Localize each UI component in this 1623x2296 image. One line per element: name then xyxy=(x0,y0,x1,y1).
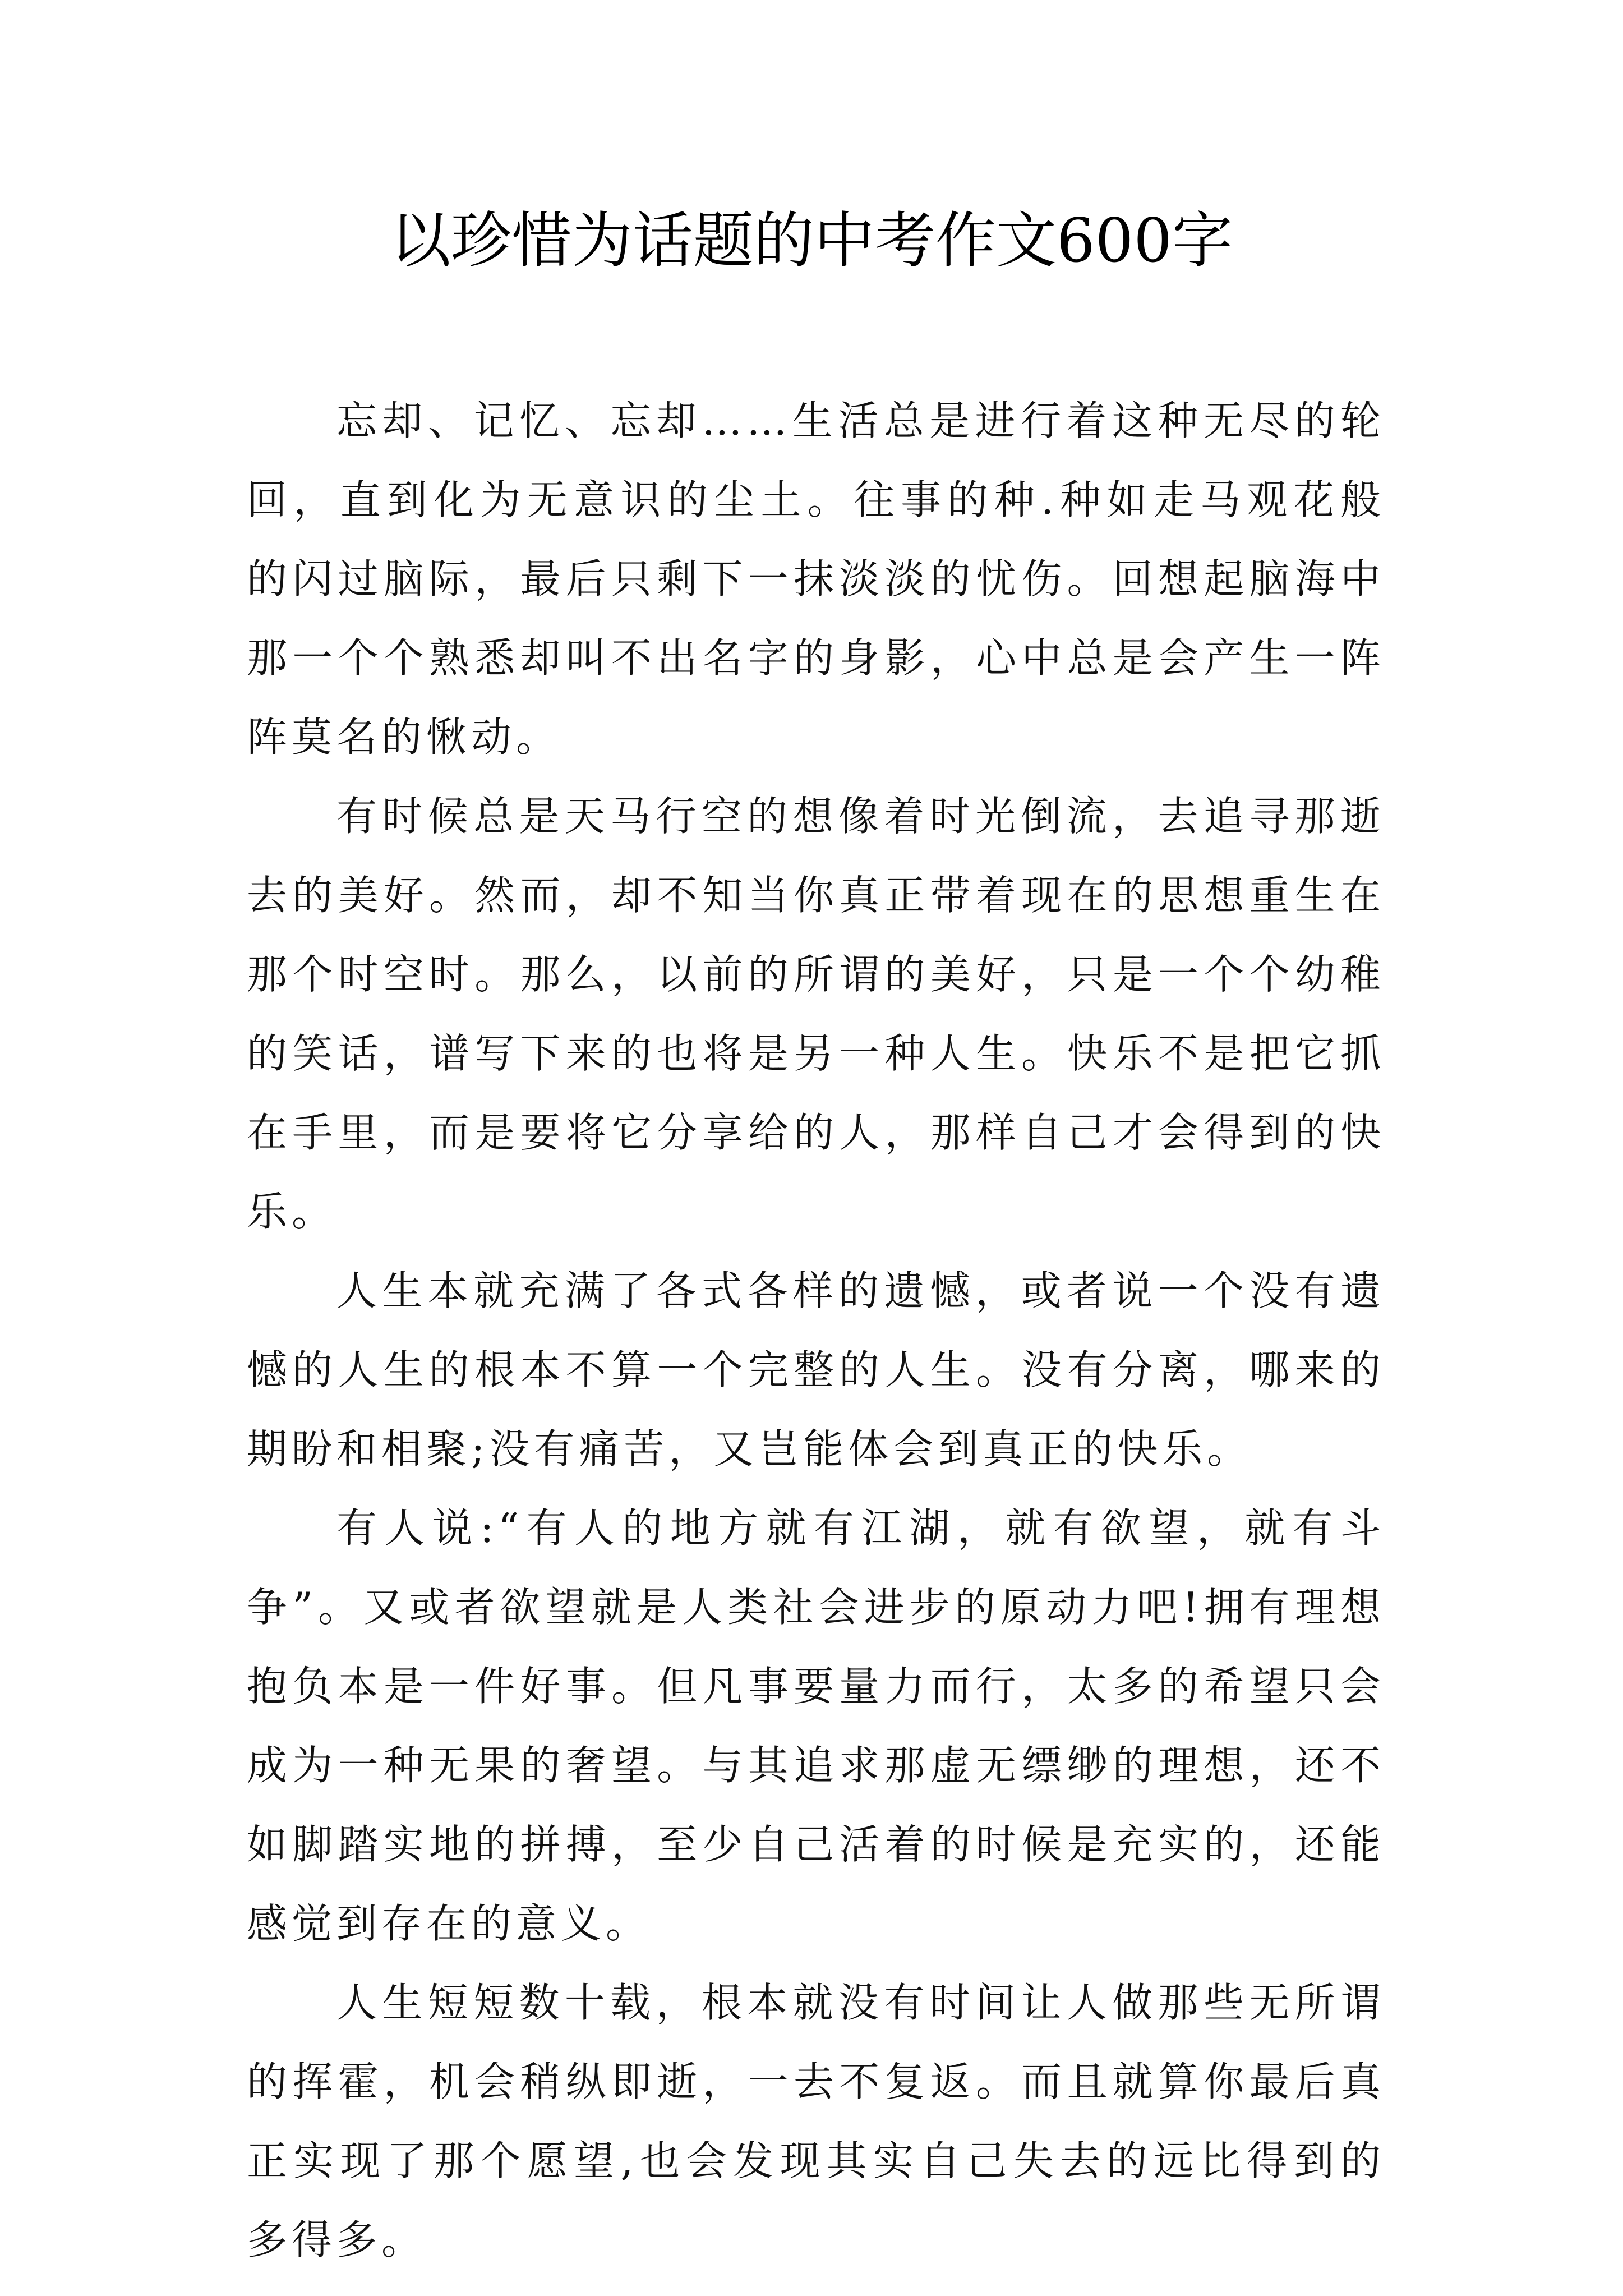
paragraph: 忘却、记忆、忘却……生活总是进行着这种无尽的轮回，直到化为无意识的尘土。往事的种.种如走马观花般的闪过脑际，最后只剩下一抹淡淡的忧伤。回想起脑海中那一个个熟悉却叫不出名字的身影，心中总是会产生一阵阵莫名的愀动。 xyxy=(247,397,1385,761)
paragraph: 有人说:“有人的地方就有江湖，就有欲望，就有斗争”。又或者欲望就是人类社会进步的原动力吧!拥有理想抱负本是一件好事。但凡事要量力而行，太多的希望只会成为一种无果的奢望。与其追求那虚无缥缈的理想，还不如脚踏实地的拼搏，至少自己活着的时候是充实的，还能感觉到存在的意义。 xyxy=(247,1504,1385,1947)
paragraph: 人生本就充满了各式各样的遗憾，或者说一个没有遗憾的人生的根本不算一个完整的人生。没有分离，哪来的期盼和相聚;没有痛苦，又岂能体会到真正的快乐。 xyxy=(247,1267,1385,1473)
paragraph: 有时候总是天马行空的想像着时光倒流，去追寻那逝去的美好。然而，却不知当你真正带着现在的思想重生在那个时空时。那么，以前的所谓的美好，只是一个个幼稚的笑话，谱写下来的也将是另一种人生。快乐不是把它抓在手里，而是要将它分享给的人，那样自己才会得到的快乐。 xyxy=(247,793,1385,1235)
paragraph: 人生短短数十载，根本就没有时间让人做那些无所谓的挥霍，机会稍纵即逝，一去不复返。而且就算你最后真正实现了那个愿望,也会发现其实自己失去的远比得到的多得多。 xyxy=(247,1979,1385,2263)
document-title: 以珍惜为话题的中考作文600字 xyxy=(390,206,1233,276)
document-body xyxy=(247,381,1385,2280)
